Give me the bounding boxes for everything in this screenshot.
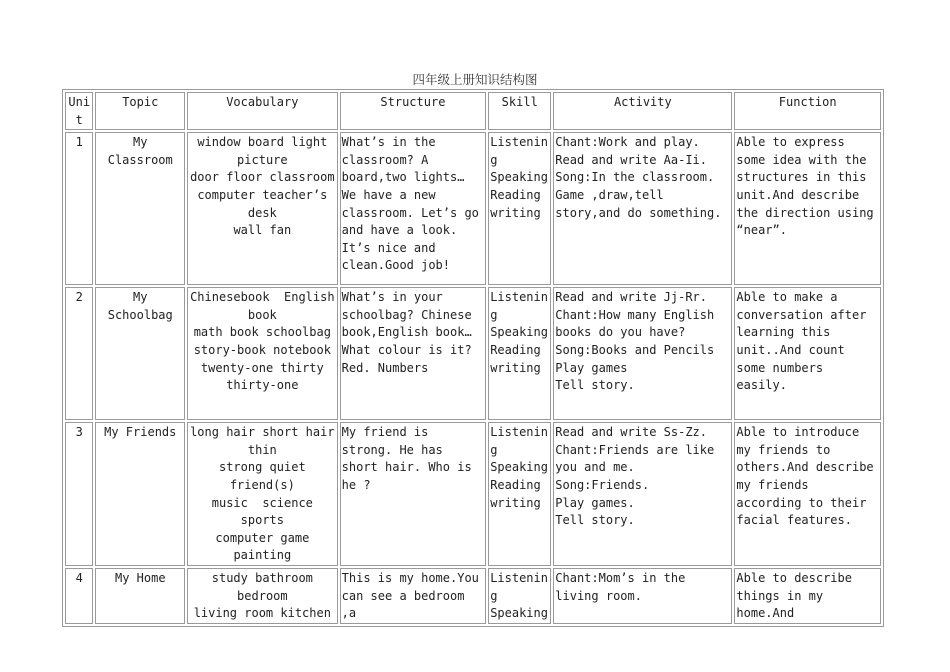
activity-line: Read and write Ss-Zz.: [555, 425, 707, 440]
table-row: [65, 287, 881, 420]
skill-line: Reading: [490, 477, 541, 492]
skill-line: Listening: [490, 290, 548, 322]
structure-cell: What’s in your schoolbag? Chinese book,English book… What colour is it? Red. Numbers: [340, 287, 487, 420]
table-row: [65, 422, 881, 566]
activity-cell: [553, 132, 732, 285]
unit-cell: 1: [65, 132, 93, 285]
skill-cell: [488, 422, 551, 566]
vocabulary-line: desk: [247, 205, 277, 220]
header-activity: Activity: [553, 92, 732, 130]
function-cell: Able to express some idea with the structures in this unit.And describe the direction using “near”.: [734, 132, 881, 285]
function-cell: Able to introduce my friends to others.And describe my friends according to their facial features.: [734, 422, 881, 566]
activity-line: Song:Friends.: [555, 477, 650, 492]
activity-line: Chant:Work and play.: [555, 135, 700, 150]
activity-line: Chant:Friends are like you and me.: [555, 442, 715, 475]
skill-line: Listening: [490, 425, 548, 457]
vocabulary-cell: [187, 287, 338, 420]
header-function: Function: [734, 92, 881, 130]
skill-cell: [488, 568, 551, 624]
header-skill: Skill: [488, 92, 551, 130]
function-cell: Able to describe things in my home.And: [734, 568, 881, 624]
table-row: [65, 568, 881, 624]
topic-cell: My Friends: [95, 422, 185, 566]
activity-line: Game ,draw,tell story,and do something.: [555, 187, 722, 220]
skill-cell: [488, 132, 551, 285]
header-topic: Topic: [95, 92, 185, 130]
activity-line: Play games.: [555, 495, 635, 510]
vocabulary-line: picture: [237, 152, 288, 167]
skill-line: writing: [490, 205, 541, 220]
vocabulary-line: computer game: [215, 530, 310, 545]
activity-line: Song:In the classroom.: [555, 170, 715, 185]
topic-cell: My Classroom: [95, 132, 185, 285]
topic-cell: My Home: [95, 568, 185, 624]
activity-line: Tell story.: [555, 513, 635, 528]
activity-line: Read and write Aa-Ii.: [555, 152, 707, 167]
header-vocabulary: Vocabulary: [187, 92, 338, 130]
vocabulary-line: door floor classroom: [190, 170, 335, 185]
activity-cell: [553, 568, 732, 624]
table-header-row: [65, 92, 881, 130]
vocabulary-line: living room kitchen: [193, 606, 331, 621]
vocabulary-cell: [187, 132, 338, 285]
skill-line: writing: [490, 495, 541, 510]
vocabulary-line: math book schoolbag: [193, 325, 331, 340]
skill-line: Listening: [490, 135, 548, 167]
vocabulary-line: music science: [211, 495, 313, 510]
vocabulary-line: thin: [247, 442, 277, 457]
skill-line: writing: [490, 360, 541, 375]
knowledge-table-container: [62, 89, 884, 621]
activity-line: Play games: [555, 360, 628, 375]
vocabulary-line: story-book notebook: [193, 342, 331, 357]
unit-cell: 2: [65, 287, 93, 420]
function-cell: Able to make a conversation after learning this unit..And count some numbers easily.: [734, 287, 881, 420]
document-title: 四年级上册知识结构图: [412, 72, 538, 87]
skill-line: Reading: [490, 187, 541, 202]
header-unit: Unit: [65, 92, 93, 130]
vocabulary-line: sports: [240, 513, 285, 528]
skill-line: Speaking: [490, 170, 548, 185]
skill-line: Listening: [490, 570, 548, 603]
vocabulary-line: window board light: [197, 135, 328, 150]
vocabulary-line: Chinesebook English: [190, 290, 335, 305]
vocabulary-line: wall fan: [233, 223, 292, 238]
structure-cell: This is my home.You can see a bedroom ,a: [340, 568, 487, 624]
table-row: [65, 132, 881, 285]
vocabulary-line: thirty-one: [226, 378, 299, 393]
header-structure: Structure: [340, 92, 487, 130]
vocabulary-line: book: [247, 307, 277, 322]
activity-line: Tell story.: [555, 378, 635, 393]
structure-cell: What’s in the classroom? A board,two lights… We have a new classroom. Let’s go and have a look. It’s nice and clean.Good job!: [340, 132, 487, 285]
activity-line: Chant:How many English books do you have?: [555, 307, 715, 340]
vocabulary-line: long hair short hair: [190, 425, 335, 440]
unit-cell: 3: [65, 422, 93, 566]
vocabulary-line: computer teacher’s: [197, 187, 328, 202]
structure-cell: My friend is strong. He has short hair. Who is he ?: [340, 422, 487, 566]
vocabulary-line: strong quiet friend(s): [218, 460, 306, 492]
vocabulary-line: study bathroom bedroom: [211, 570, 313, 603]
topic-cell: My Schoolbag: [95, 287, 185, 420]
activity-line: Chant:Mom’s in the living room.: [555, 570, 686, 603]
activity-line: Read and write Jj-Rr.: [555, 290, 707, 305]
knowledge-structure-table: [62, 89, 884, 627]
activity-cell: [553, 422, 732, 566]
activity-line: Song:Books and Pencils: [555, 342, 715, 357]
skill-line: Speaking: [490, 460, 548, 475]
vocabulary-cell: [187, 422, 338, 566]
skill-line: Speaking: [490, 606, 548, 621]
skill-line: Speaking: [490, 325, 548, 340]
activity-cell: [553, 287, 732, 420]
vocabulary-line: twenty-one thirty: [200, 360, 324, 375]
skill-cell: [488, 287, 551, 420]
vocabulary-cell: [187, 568, 338, 624]
unit-cell: 4: [65, 568, 93, 624]
skill-line: Reading: [490, 342, 541, 357]
vocabulary-line: painting: [233, 548, 292, 563]
